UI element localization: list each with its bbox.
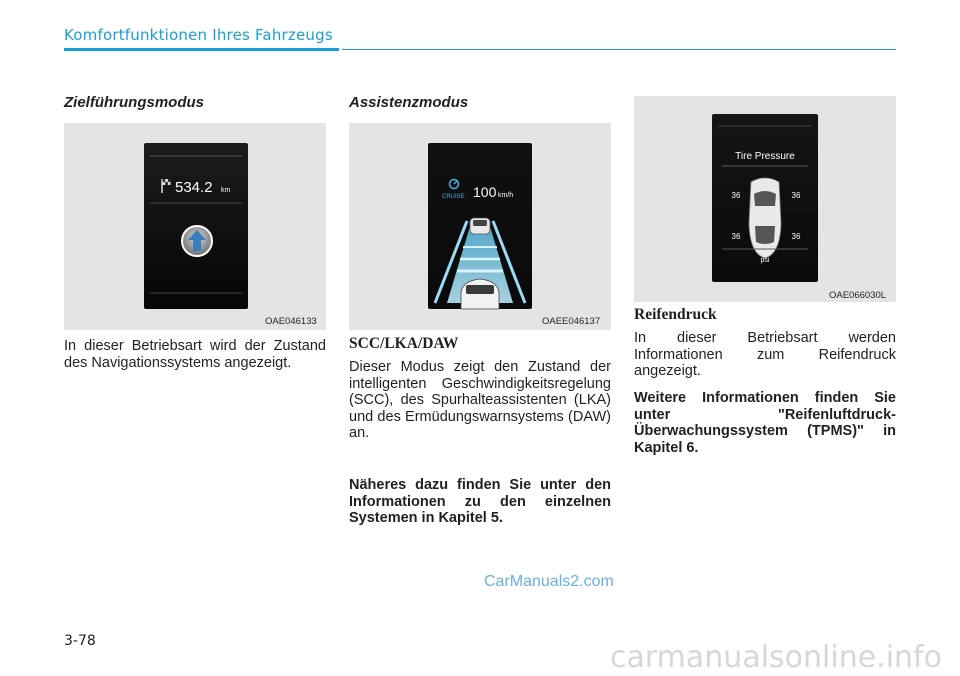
header-rule-thick [64, 48, 339, 51]
body-text-tire: In dieser Betriebsart werden Informationen zum Reifendruck angezeigt. [634, 330, 896, 379]
car-top-view-icon [749, 178, 781, 258]
figure-navigation-display [64, 123, 326, 330]
set-speed-unit: km/h [498, 192, 514, 199]
tire-pressure-front-right: 36 [791, 191, 801, 200]
figure-assist-display [349, 123, 611, 330]
heading-assistenzmodus: Assistenzmodus [349, 94, 469, 111]
navigation-distance: 534.2 [175, 179, 213, 196]
watermark-carmanualsonline[interactable]: carmanualsonline.info [610, 640, 942, 675]
navigation-distance-unit: km [221, 187, 231, 194]
body-text-assist-content: Dieser Modus zeigt den Zustand der intelligenten Geschwindigkeitsregelung (SCC), des Spurhalteassistenten (LKA) und des Ermüdungswarnsystems (DAW) an. [349, 359, 611, 441]
heading-scc-lka-daw: SCC/LKA/DAW [349, 335, 459, 352]
own-vehicle-icon [461, 279, 499, 309]
set-speed: 100 [473, 184, 497, 200]
header-rule-thin [342, 49, 896, 50]
body-text-assist [349, 359, 611, 442]
tire-pressure-unit: psi [760, 257, 770, 264]
figure-code-3: OAE066030L [829, 290, 887, 301]
front-vehicle-icon [470, 218, 490, 234]
note-text-assist: Näheres dazu finden Sie unter den Informationen zu den einzelnen Systemen in Kapitel 5. [349, 477, 611, 526]
body-text-navigation: In dieser Betriebsart wird der Zustand des Navigationssystems angezeigt. [64, 338, 326, 371]
tire-pressure-illustration [634, 96, 896, 302]
figure-code-1: OAE046133 [265, 316, 317, 327]
tire-pressure-front-left: 36 [731, 191, 741, 200]
watermark-carmanuals2[interactable]: CarManuals2.com [484, 573, 614, 590]
note-text-tire: Weitere Informationen finden Sie unter "Reifenluftdruck-Überwachungssystem (TPMS)" in Kapitel 6. [634, 390, 896, 456]
navigation-display-illustration [64, 123, 326, 330]
heading-zielfuehrungsmodus: Zielführungsmodus [64, 94, 204, 111]
tire-pressure-rear-right: 36 [791, 232, 801, 241]
straight-arrow-icon [182, 226, 212, 256]
chapter-title: Komfortfunktionen Ihres Fahrzeugs [64, 26, 333, 44]
assist-display-illustration [349, 123, 611, 330]
tire-pressure-title: Tire Pressure [735, 151, 795, 162]
page-number: 3-78 [64, 633, 96, 649]
figure-tire-pressure-display [634, 96, 896, 302]
tire-pressure-rear-left: 36 [731, 232, 741, 241]
figure-code-2: OAEE046137 [542, 316, 601, 327]
cruise-label: CRUISE [442, 194, 465, 200]
heading-reifendruck: Reifendruck [634, 306, 717, 323]
